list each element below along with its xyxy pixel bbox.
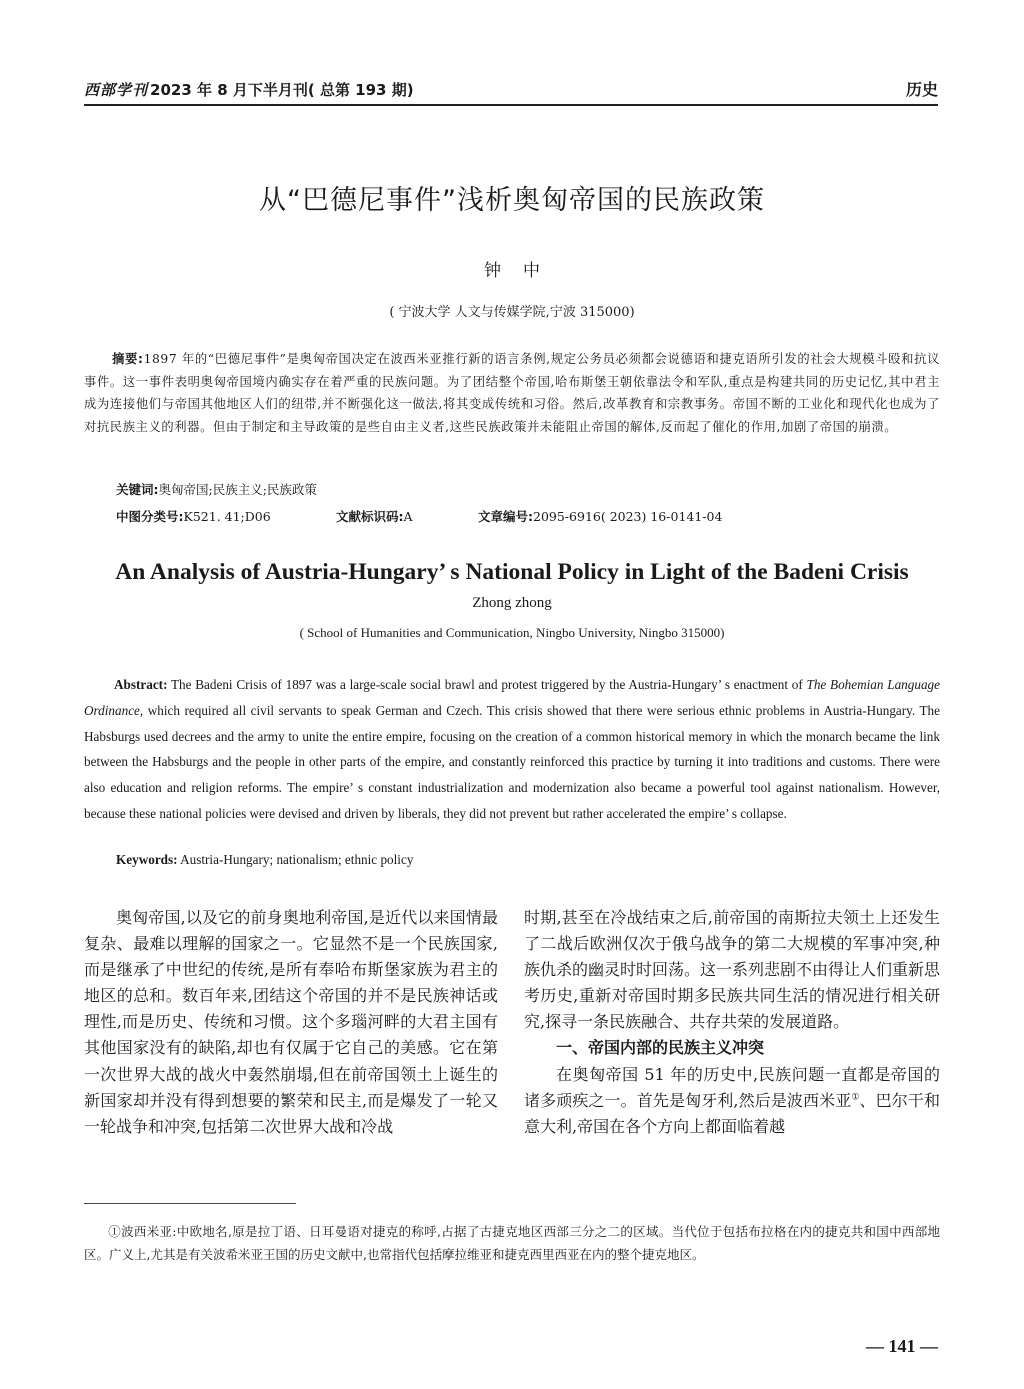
footnote-divider (84, 1203, 296, 1204)
affiliation-cn: ( 宁波大学 人文与传媒学院,宁波 315000) (389, 305, 635, 320)
abstract-cn (84, 348, 940, 438)
article-title-cn: 从“巴德尼事件”浅析奥匈帝国的民族政策 (259, 185, 765, 216)
section-heading: 一、帝国内部的民族主义冲突 (556, 1038, 765, 1058)
author-cn: 钟中 (484, 261, 562, 281)
keywords-cn (116, 480, 317, 498)
clc-number: 中图分类号:K521. 41;D06 (116, 509, 271, 524)
body-paragraph: 在奥匈帝国 51 年的历史中,民族问题一直都是帝国的诸多顽疾之一。首先是匈牙利,然后是波西米亚①、巴尔干和意大利,帝国在各个方向上都面临着越 (524, 1064, 940, 1136)
keywords-cn-label: 关键词: (116, 482, 159, 497)
keywords-cn-text: 奥匈帝国;民族主义;民族政策 (158, 482, 317, 497)
body-paragraph: 奥匈帝国,以及它的前身奥地利帝国,是近代以来国情最复杂、最难以理解的国家之一。它显然不是一个民族国家,而是继承了中世纪的传统,是所有奉哈布斯堡家族为君主的地区的总和。数百年来,团结这个帝国的并不是民族神话或理性,而是历史、传统和习惯。这个多瑙河畔的大君主国有其他国家没有的缺陷,却也有仅属于它自己的美感。它在第一次世界大战的战火中轰然崩塌,但在前帝国领土上诞生的新国家却并没有得到想要的繁荣和民主,而是爆发了一轮又一轮战争和冲突,包括第二次世界大战和冷战 (84, 908, 498, 1136)
keywords-en-label: Keywords: (116, 852, 178, 867)
ordinance-title: The Bohemian Language Ordinance (84, 677, 940, 718)
abstract-cn-label: 摘要: (112, 352, 144, 366)
running-header (84, 72, 938, 106)
page-number: — 141 — (866, 1336, 938, 1356)
abstract-en (84, 672, 940, 827)
body-paragraph: 时期,甚至在冷战结束之后,前帝国的南斯拉夫领土上还发生了二战后欧洲仅次于俄乌战争的第二大规模的军事冲突,种族仇杀的幽灵时时回荡。这一系列悲剧不由得让人们重新思考历史,重新对帝国时期多民族共同生活的情况进行相关研究,探寻一条民族融合、共存共荣的发展道路。 (524, 908, 941, 1032)
issue-text: 2023 年 8 月下半月刊( 总第 193 期) (150, 81, 414, 99)
journal-logo: 西部学刊 (84, 81, 149, 99)
abstract-en-text-2: , which required all civil servants to speak German and Czech. This crisis showed that there were serious ethnic problems in Austria-Hungary. The Habsburgs used decrees and the army to unite the entire empire, focusing on the creation of a common historical memory in which the monarch became the link between the Habsburgs and the people in other parts of the empire, and constantly reinforced this practice by turning it into traditions and customs. There were also education and religion reforms. The empire’ s constant industrialization and modernization also became a powerful tool against nationalism. However, because these national policies were devised and driven by liberals, they did not prevent but rather accelerated the empire’ s collapse. (84, 702, 940, 821)
body-column-right (524, 905, 940, 1140)
affiliation-en: ( School of Humanities and Communication, Ningbo University, Ningbo 315000) (299, 625, 725, 640)
body-column-left (84, 905, 498, 1140)
article-number: 文章编号:2095-6916( 2023) 16-0141-04 (478, 509, 723, 524)
journal-issue (84, 79, 414, 100)
abstract-en-label: Abstract: (114, 677, 168, 692)
footnote (84, 1221, 940, 1266)
footnote-text: ①波西米亚:中欧地名,原是拉丁语、日耳曼语对捷克的称呼,占据了古捷克地区西部三分之二的区域。当代位于包括布拉格在内的捷克共和国中西部地区。广义上,尤其是有关波希米亚王国的历史文献中,也常指代包括摩拉维亚和捷克西里西亚在内的整个捷克地区。 (84, 1224, 940, 1262)
abstract-cn-text: 1897 年的“巴德尼事件”是奥匈帝国决定在波西米亚推行新的语言条例,规定公务员必须都会说德语和捷克语所引发的社会大规模斗殴和抗议事件。这一事件表明奥匈帝国境内确实存在着严重的民族问题。为了团结整个帝国,哈布斯堡王朝依靠法令和军队,重点是构建共同的历史记忆,其中君主成为连接他们与帝国其他地区人们的纽带,并不断强化这一做法,将其变成传统和习俗。然后,改革教育和宗教事务。帝国不断的工业化和现代化也成为了对抗民族主义的利器。但由于制定和主导政策的是些自由主义者,这些民族政策并未能阻止帝国的解体,反而起了催化的作用,加剧了帝国的崩溃。 (84, 352, 941, 434)
section-name: 历史 (905, 80, 938, 99)
document-code: 文献标识码:A (336, 509, 413, 524)
abstract-en-text-1: The Badeni Crisis of 1897 was a large-scale social brawl and protest triggered by the Austria-Hungary’ s enactment of (170, 677, 807, 692)
author-en: Zhong zhong (472, 595, 552, 611)
article-title-en: An Analysis of Austria-Hungary’ s National Policy in Light of the Badeni Crisis (115, 559, 909, 585)
keywords-en-text: Austria-Hungary; nationalism; ethnic policy (180, 852, 414, 867)
article-meta (116, 507, 940, 525)
footnote-ref[interactable]: ① (851, 1092, 860, 1103)
keywords-en (116, 852, 413, 868)
